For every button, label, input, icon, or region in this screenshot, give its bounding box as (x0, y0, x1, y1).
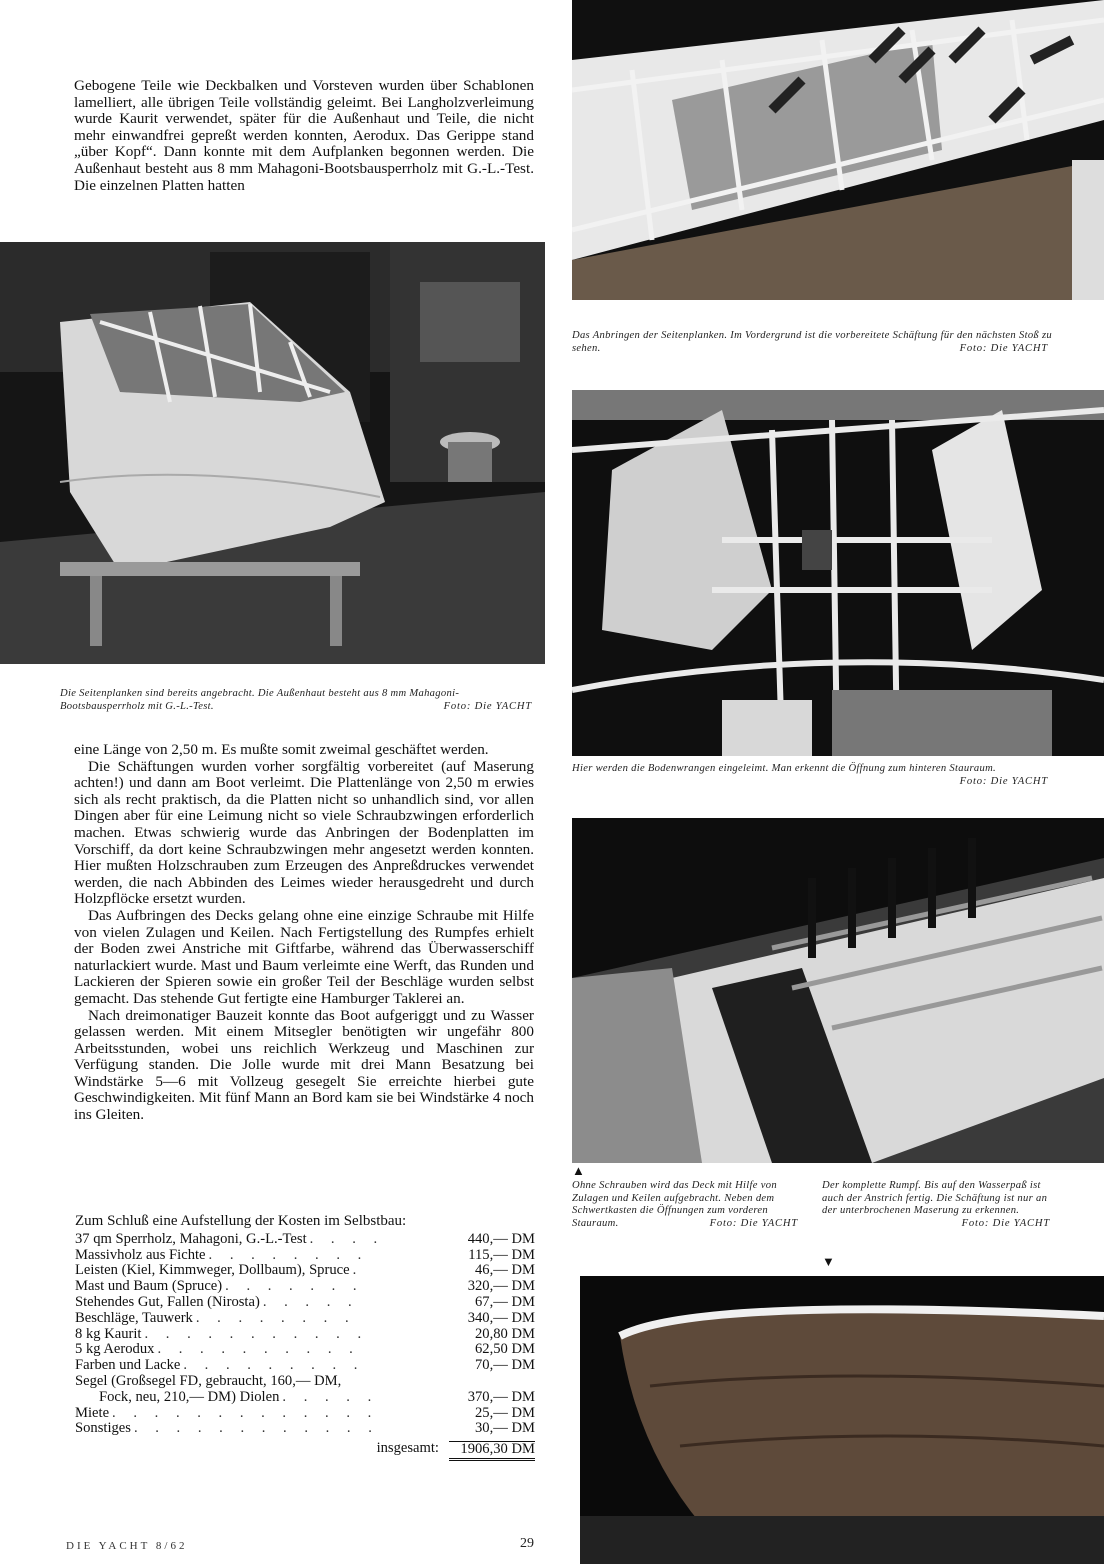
photo-credit: Foto: Die YACHT (961, 1217, 1050, 1229)
photo-floor-frames (572, 390, 1104, 756)
cost-heading: Zum Schluß eine Aufstellung der Kosten im Selbstbau: (75, 1213, 407, 1229)
paragraph-4: Nach dreimonatiger Bauzeit konnte das Boot aufgeriggt und zu Wasser gelassen werden. Mit einem Mitsegler benötigten wir ungefähr 800 Arbeitsstunden, wobei uns reichlich Werkzeug und Maschinen zur Verfügung standen. Die Jolle wurde mit drei Mann Besatzung bei Windstärke 5—6 mit Vollzeug gesegelt Sie erreichte hierbei gute Geschwindigkeiten. Mit fünf Mann an Bord kam sie bei Windstärke 4 noch ins Gleiten. (74, 1006, 534, 1124)
cost-item-label: Leisten (Kiel, Kimmweger, Dollbaum), Spruce (75, 1262, 350, 1279)
cost-leader-dots: . . . . . . . . . . (157, 1342, 360, 1358)
cost-item-amount: 25,— DM (475, 1404, 535, 1421)
down-arrow-marker: ▼ (822, 1254, 835, 1269)
intro-text: Gebogene Teile wie Deckbalken und Vorsteven wurden über Schablonen lamelliert, alle übrigen Teile vollständig geleimt. Bei Langholzverleimung wurde Kaurit verwendet, später für die Außenhaut und Teile, die nicht mehr einwandfrei gepreßt werden konnten, Aerodux. Das Gerippe stand „über Kopf“. Dann konnte mit dem Aufplanken begonnen werden. Die Außenhaut besteht aus 8 mm Mahagoni-Bootsbausperrholz mit G.-L.-Test. Die einzelnen Platten hatten (74, 77, 534, 194)
photo-credit: Foto: Die YACHT (443, 700, 532, 712)
cost-leader-dots: . . . . . . . . . . . (144, 1326, 369, 1342)
cost-item-amount: 320,— DM (467, 1278, 535, 1295)
cost-item-label: 8 kg Kaurit (75, 1325, 142, 1342)
photo-hull-side-planks (0, 242, 545, 664)
cost-item-label: 5 kg Aerodux (75, 1341, 155, 1358)
cost-item-label: Miete (75, 1404, 110, 1421)
caption-photo-left (60, 688, 536, 713)
paragraph-2: Die Schäftungen wurden vorher sorgfältig vorbereitet (auf Maserung achten!) und dann am Boot verleimt. Die Plattenlänge von 2,50 m erwies sich als recht praktisch, da die Platten nicht so unhandlich sind, vor allen Dingen aber für eine Leimung nicht so viele Schraubzwingen erforderlich machen. Etwas schwierig wurde das Anbringen der Bodenplatten im Vorschiff, da dort keine Schraubzwingen mehr angesetzt werden konnten. Hier mußten Holzschrauben zum Erzeugen des Anpreßdruckes verwendet werden, die nach Abbinden des Leimes wieder herausgedreht und durch Holzpflöcke ersetzt wurden. (74, 757, 534, 908)
cost-leader-dots: . . . . . . . . . . . . (133, 1421, 379, 1437)
footer-page-number: 29 (520, 1536, 534, 1551)
cost-row (75, 1263, 535, 1279)
footer-publication: DIE YACHT 8/62 (66, 1540, 188, 1552)
cost-item-amount: 340,— DM (467, 1309, 535, 1326)
cost-rows (75, 1232, 535, 1437)
cost-item-label: Mast und Baum (Spruce) (75, 1278, 223, 1295)
cost-item-amount: 20,80 DM (475, 1325, 535, 1342)
cost-item-amount: 115,— DM (468, 1246, 535, 1263)
cost-leader-dots: . . . . . (282, 1389, 379, 1405)
cost-item-amount: 62,50 DM (475, 1341, 535, 1358)
cost-leader-dots: . . . . . . . . (195, 1310, 356, 1326)
column-gutter (545, 0, 571, 1564)
cost-leader-dots: . . . . . . . (225, 1279, 364, 1295)
cost-row (75, 1406, 535, 1422)
cost-total-amount: 1906,30 DM (449, 1441, 535, 1461)
caption-text: Die Seitenplanken sind bereits angebracht. Die Außenhaut besteht aus 8 mm Mahagoni-Bootsbausperrholz mit G.-L.-Test. (60, 688, 460, 712)
cost-row (75, 1295, 535, 1311)
caption-text: Ohne Schrauben wird das Deck mit Hilfe von Zulagen und Keilen aufgebracht. Neben dem Schwertkasten die Öffnungen zum vorderen Stauraum. (572, 1180, 777, 1229)
photo-complete-hull (580, 1276, 1104, 1564)
cost-leader-dots: . . . . . . . . (208, 1247, 369, 1263)
photo-credit: Foto: Die YACHT (959, 342, 1048, 354)
cost-item-label: Fock, neu, 210,— DM) Diolen (99, 1388, 280, 1405)
photo-credit: Foto: Die YACHT (709, 1217, 798, 1229)
caption-text: Hier werden die Bodenwrangen eingeleimt. Man erkennt die Öffnung zum hinteren Stauraum. (572, 763, 996, 774)
intro-paragraph (74, 78, 534, 194)
cost-item-label: Segel (Großsegel FD, gebraucht, 160,— DM, (75, 1372, 342, 1389)
cost-item-amount: 67,— DM (475, 1293, 535, 1310)
caption-text: Das Anbringen der Seitenplanken. Im Vordergrund ist die vorbereitete Schäftung für den nächsten Stoß zu sehen. (572, 330, 1052, 354)
caption-photo-top-right (572, 330, 1052, 355)
caption-photo-hull (822, 1180, 1054, 1230)
cost-row (75, 1374, 535, 1390)
cost-item-label: Stehendes Gut, Fallen (Nirosta) (75, 1293, 260, 1310)
cost-row (75, 1342, 535, 1358)
paragraph-3: Das Aufbringen des Decks gelang ohne eine einzige Schraube mit Hilfe von vielen Zulagen und Keilen. Nach Fertigstellung des Rumpfes erhielt der Boden zwei Anstriche mit Giftfarbe, während das Überwasserschiff naturlackiert wurde. Mast und Baum verleimte eine Werft, das Runden und Lackieren der Spieren sowie ein großer Teil der Beschläge wurden selbst gemacht. Das stehende Gut fertigte eine Hamburger Taklerei an. (74, 906, 534, 1007)
cost-row (75, 1232, 535, 1248)
photo-side-planks-clamps (572, 0, 1104, 300)
cost-row (75, 1390, 535, 1406)
cost-leader-dots: . . . . . . . . . (183, 1358, 365, 1374)
cost-leader-dots: . . . . (309, 1231, 385, 1247)
cost-item-amount: 370,— DM (467, 1388, 535, 1405)
up-arrow-marker: ▲ (572, 1163, 585, 1178)
cost-row (75, 1279, 535, 1295)
cost-total (75, 1441, 535, 1461)
cost-row (75, 1421, 535, 1437)
cost-item-amount: 30,— DM (475, 1420, 535, 1437)
photo-credit: Foto: Die YACHT (959, 775, 1048, 787)
caption-text: Der komplette Rumpf. Bis auf den Wasserpaß ist auch der Anstrich fertig. Die Schäftung ist nur an der unterbrochenen Maserung zu erkennen. (822, 1180, 1048, 1216)
cost-leader-dots: . . . . . . . . . . . . . (112, 1405, 379, 1421)
cost-total-label: insgesamt: (376, 1440, 439, 1457)
caption-photo-middle-right (572, 763, 1052, 788)
cost-item-label: 37 qm Sperrholz, Mahagoni, G.-L.-Test (75, 1230, 307, 1247)
cost-item-amount: 440,— DM (467, 1230, 535, 1247)
cost-row (75, 1327, 535, 1343)
cost-leader-dots: . . . . . (262, 1294, 359, 1310)
paragraph-1: eine Länge von 2,50 m. Es mußte somit zweimal geschäftet werden. (74, 741, 489, 758)
caption-photo-deck (572, 1180, 802, 1230)
photo-deck-wedges (572, 818, 1104, 1163)
cost-item-label: Farben und Lacke (75, 1357, 181, 1374)
cost-table (75, 1214, 535, 1461)
cost-row (75, 1248, 535, 1264)
cost-item-label: Sonstiges (75, 1420, 131, 1437)
cost-row (75, 1311, 535, 1327)
article-body (74, 742, 534, 1124)
cost-item-amount: 70,— DM (475, 1357, 535, 1374)
cost-item-label: Beschläge, Tauwerk (75, 1309, 193, 1326)
cost-row (75, 1358, 535, 1374)
cost-leader-dots: . (352, 1263, 364, 1279)
cost-item-label: Massivholz aus Fichte (75, 1246, 206, 1263)
cost-item-amount: 46,— DM (475, 1262, 535, 1279)
